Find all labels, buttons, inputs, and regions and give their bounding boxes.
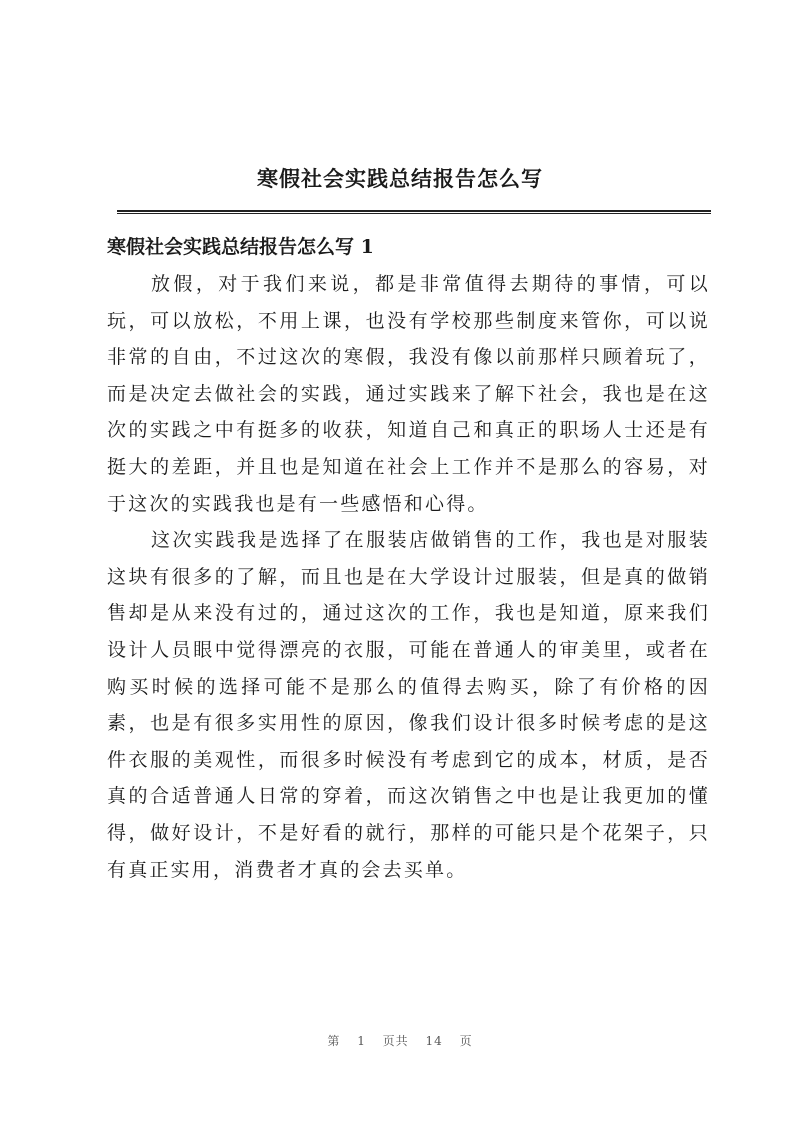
page-label-prefix: 第 xyxy=(327,1034,341,1048)
title-divider xyxy=(117,210,711,214)
page-label-suffix: 页 xyxy=(459,1034,473,1048)
page-footer xyxy=(0,1032,800,1049)
body-text xyxy=(107,266,710,888)
page-label-mid: 页共 xyxy=(382,1034,409,1048)
section-heading: 寒假社会实践总结报告怎么写 1 xyxy=(107,236,374,258)
total-pages-number: 14 xyxy=(425,1034,443,1048)
paragraph-2: 这次实践我是选择了在服装店做销售的工作，我也是对服装这块有很多的了解，而且也是在大学设计过服装，但是真的做销售却是从来没有过的，通过这次的工作，我也是知道，原来我们设计人员眼中觉得漂亮的衣服，可能在普通人的审美里，或者在购买时候的选择可能不是那么的值得去购买，除了有价格的因素，也是有很多实用性的原因，像我们设计很多时候考虑的是这件衣服的美观性，而很多时候没有考虑到它的成本，材质，是否真的合适普通人日常的穿着，而这次销售之中也是让我更加的懂得，做好设计，不是好看的就行，那样的可能只是个花架子，只有真正实用，消费者才真的会去买单。 xyxy=(107,529,710,881)
paragraph-1: 放假，对于我们来说，都是非常值得去期待的事情，可以玩，可以放松，不用上课，也没有学校那些制度来管你，可以说非常的自由，不过这次的寒假，我没有像以前那样只顾着玩了，而是决定去做社会的实践，通过实践来了解下社会，我也是在这次的实践之中有挺多的收获，知道自己和真正的职场人士还是有挺大的差距，并且也是知道在社会上工作并不是那么的容易，对于这次的实践我也是有一些感悟和心得。 xyxy=(107,273,710,515)
document-title: 寒假社会实践总结报告怎么写 xyxy=(257,166,543,191)
current-page-number: 1 xyxy=(357,1034,366,1048)
